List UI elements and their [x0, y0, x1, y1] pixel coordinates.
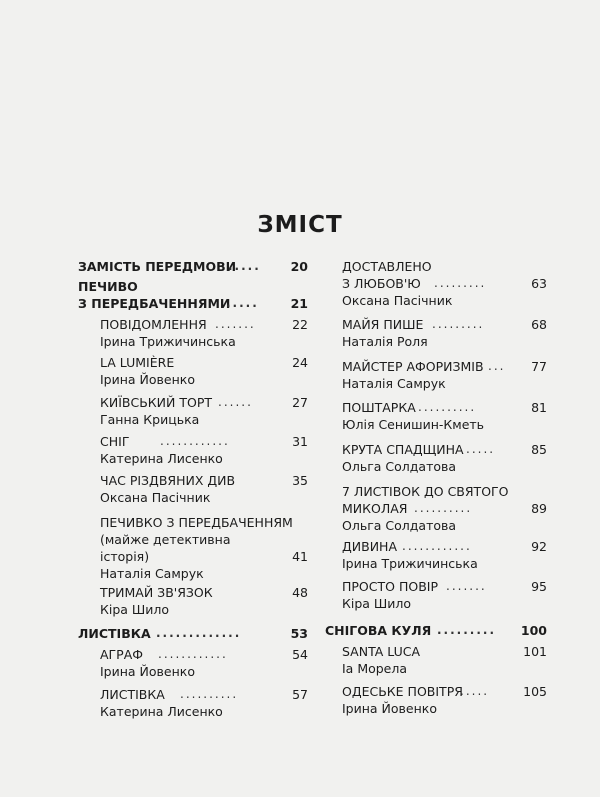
toc-entry[interactable]: [100, 316, 308, 350]
toc-author: Наталія Роля: [342, 334, 428, 349]
leader-dots: ..........: [418, 400, 477, 414]
toc-title-line: ПОШТАРКА: [342, 400, 416, 415]
toc-entry[interactable]: [342, 538, 547, 572]
toc-page-number: 105: [520, 683, 547, 700]
toc-title-line: МАЙСТЕР АФОРИЗМІВ: [342, 359, 484, 374]
toc-entry[interactable]: [342, 399, 547, 433]
toc-entry[interactable]: [100, 354, 308, 388]
leader-dots: ............: [158, 647, 228, 661]
leader-dots: .........: [432, 317, 485, 331]
leader-dots: ............: [402, 539, 472, 553]
leader-dots: ..........: [414, 501, 473, 515]
toc-section[interactable]: [78, 278, 308, 312]
toc-author: Ірина Йовенко: [100, 372, 195, 387]
toc-author: Іа Морела: [342, 661, 408, 676]
toc-page-number: 31: [289, 433, 308, 450]
toc-page-number: 21: [288, 295, 308, 312]
toc-title-line: SANTA LUCA: [342, 644, 421, 659]
toc-entry[interactable]: [342, 643, 547, 677]
leader-dots: .......: [215, 317, 256, 331]
toc-page-number: 35: [289, 472, 308, 489]
toc-page-number: 54: [289, 646, 308, 663]
toc-author: Оксана Пасічник: [342, 293, 453, 308]
toc-author: Ірина Трижичинська: [100, 334, 236, 349]
toc-author: Катерина Лисенко: [100, 451, 223, 466]
toc-entry[interactable]: [100, 472, 308, 506]
toc-entry[interactable]: [342, 358, 547, 392]
toc-title-line: (майже детективна: [100, 532, 231, 547]
leader-dots: ..........: [180, 687, 239, 701]
toc-page-number: 85: [528, 441, 547, 458]
toc-title-line: ПОВІДОМЛЕННЯ: [100, 317, 207, 332]
leader-dots: .....: [228, 259, 261, 273]
toc-title-line: ДИВИНА: [342, 539, 397, 554]
toc-entry[interactable]: [342, 258, 547, 309]
toc-page-number: 27: [289, 394, 308, 411]
leader-dots: .......: [446, 579, 487, 593]
toc-author: Ірина Йовенко: [342, 701, 437, 716]
toc-title-line: ЗАМІСТЬ ПЕРЕДМОВИ: [78, 259, 237, 274]
toc-page-number: 89: [528, 500, 547, 517]
toc-page-number: 63: [528, 275, 547, 292]
toc-author: Катерина Лисенко: [100, 704, 223, 719]
toc-title-line: СНІГОВА КУЛЯ: [325, 623, 432, 638]
toc-page-number: 24: [289, 354, 308, 371]
toc-page-number: 100: [518, 622, 547, 639]
toc-author: Ольга Солдатова: [342, 459, 457, 474]
page-title: ЗМІСТ: [257, 212, 343, 238]
leader-dots: .........: [434, 276, 487, 290]
toc-entry[interactable]: [100, 514, 308, 582]
leader-dots: .............: [156, 626, 242, 640]
toc-title-line: З ПЕРЕДБАЧЕННЯМИ: [78, 296, 231, 311]
toc-page-number: 53: [288, 625, 308, 642]
toc-page-number: 22: [289, 316, 308, 333]
toc-author: Кіра Шило: [100, 602, 170, 617]
toc-page-number: 57: [289, 686, 308, 703]
leader-dots: .........: [437, 623, 497, 637]
toc-title-line: ЧАС РІЗДВЯНИХ ДИВ: [100, 473, 236, 488]
toc-title-line: 7 ЛИСТІВОК ДО СВЯТОГО: [342, 484, 509, 499]
toc-page-number: 95: [528, 578, 547, 595]
toc-author: Наталія Самрук: [342, 376, 446, 391]
toc-page-number: 41: [289, 548, 308, 565]
toc-page-number: 77: [528, 358, 547, 375]
toc-page-number: 81: [528, 399, 547, 416]
toc-title-line: КРУТА СПАДЩИНА: [342, 442, 464, 457]
toc-page-number: 68: [528, 316, 547, 333]
leader-dots: ............: [160, 434, 230, 448]
toc-author: Ольга Солдатова: [342, 518, 457, 533]
toc-title-line: МИКОЛАЯ: [342, 501, 408, 516]
leader-dots: ......: [218, 395, 253, 409]
toc-title-line: історія): [100, 549, 150, 564]
toc-page-number: 20: [288, 258, 308, 275]
toc-entry[interactable]: [100, 646, 308, 680]
toc-entry[interactable]: [100, 394, 308, 428]
leader-dots: .....: [460, 684, 490, 698]
toc-entry[interactable]: [100, 584, 308, 618]
toc-title-line: ОДЕСЬКЕ ПОВІТРЯ: [342, 684, 463, 699]
toc-title-line: КИЇВСЬКИЙ ТОРТ: [100, 395, 212, 410]
toc-entry[interactable]: [342, 683, 547, 717]
leader-dots: .....: [226, 296, 259, 310]
leader-dots: ...: [488, 359, 506, 373]
leader-dots: .....: [466, 442, 496, 456]
toc-page-number: 92: [528, 538, 547, 555]
toc-section[interactable]: [78, 258, 308, 275]
toc-page-number: 48: [289, 584, 308, 601]
toc-author: Юлія Сенишин-Кметь: [342, 417, 485, 432]
toc-author: Кіра Шило: [342, 596, 412, 611]
toc-entry[interactable]: [100, 433, 308, 467]
toc-title-line: СНІГ: [100, 434, 130, 449]
toc-title-line: LA LUMIÈRE: [100, 355, 175, 370]
toc-page-number: 101: [520, 643, 547, 660]
toc-title-line: ЛИСТІВКА: [100, 687, 165, 702]
toc-title-line: ТРИМАЙ ЗВ'ЯЗОК: [100, 585, 213, 600]
toc-title-line: З ЛЮБОВ'Ю: [342, 276, 421, 291]
toc-author: Ірина Трижичинська: [342, 556, 478, 571]
toc-section[interactable]: [78, 625, 308, 642]
toc-entry[interactable]: [342, 441, 547, 475]
toc-entry[interactable]: [342, 316, 547, 350]
toc-author: Наталія Самрук: [100, 566, 204, 581]
toc-entry[interactable]: [342, 578, 547, 612]
toc-title-line: ЛИСТІВКА: [78, 626, 151, 641]
toc-section[interactable]: [325, 622, 547, 639]
toc-entry[interactable]: [100, 686, 308, 720]
toc-title-line: ПЕЧИВКО З ПЕРЕДБАЧЕННЯМ: [100, 515, 293, 530]
toc-title-line: АГРАФ: [100, 647, 144, 662]
toc-title-line: МАЙЯ ПИШЕ: [342, 317, 424, 332]
toc-title-line: ПЕЧИВО: [78, 279, 138, 294]
toc-entry[interactable]: [342, 483, 547, 534]
toc-author: Ірина Йовенко: [100, 664, 195, 679]
toc-author: Ганна Крицька: [100, 412, 200, 427]
toc-title-line: ДОСТАВЛЕНО: [342, 259, 432, 274]
toc-author: Оксана Пасічник: [100, 490, 211, 505]
toc-title-line: ПРОСТО ПОВІР: [342, 579, 438, 594]
